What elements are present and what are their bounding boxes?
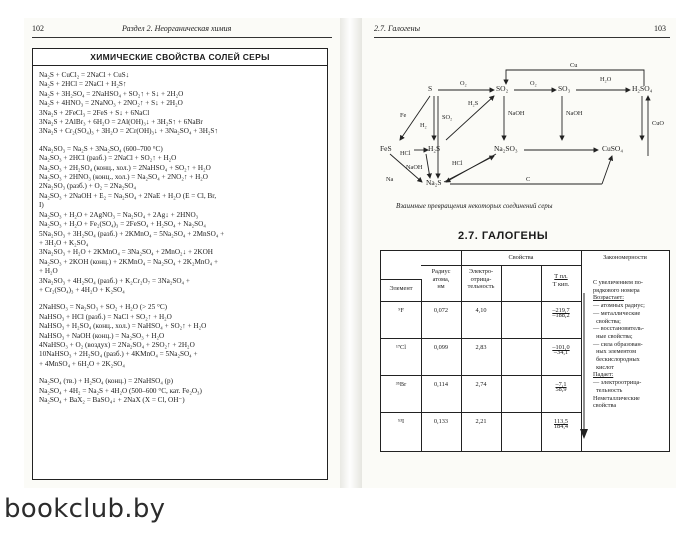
node-na2so3: Na₂SO₃ xyxy=(494,144,518,153)
label-hcl-a: HCl xyxy=(400,150,411,157)
pattern-line: Возрастает: xyxy=(593,294,624,302)
node-s: S xyxy=(428,84,433,93)
scheme-caption: Взаимные превращения некоторых соединений серы xyxy=(396,202,553,210)
pattern-line: бескислородных xyxy=(593,356,640,364)
sulfide-reactions xyxy=(39,71,323,137)
equation-line: 3Na₂S + Cr₂(SO₄)₃ + 3H₂O = 2Cr(OH)₃↓ + 3Na₂SO₄ + 3H₂S↑ xyxy=(39,127,218,136)
table-cell-radius: 0,072 xyxy=(433,307,449,314)
equation-line: 3Na₂S + 2AlBr₃ + 6H₂O = 2Al(OH)₃↓ + 3H₂S↑ + 6NaBr xyxy=(39,118,203,127)
table-cell-tb: 184,4 xyxy=(553,423,569,430)
equation-line: Na₂SO₃ + H₂O + 2AgNO₃ = Na₂SO₄ + 2Ag↓ + 2HNO₃ xyxy=(39,210,199,219)
page-number-right: 103 xyxy=(654,24,666,33)
table-cell-en: 4,10 xyxy=(475,307,487,314)
sulfite-reactions xyxy=(39,145,323,296)
label-naoh-c: NaOH xyxy=(406,164,423,171)
pattern-line: кислот xyxy=(593,363,614,371)
pattern-line: — восстановитель- xyxy=(593,325,644,333)
pattern-line: — электроотрица- xyxy=(593,379,642,387)
pattern-line: ные свойства; xyxy=(593,332,633,340)
table-cell-element: ⁵³I xyxy=(397,418,405,425)
equation-line: Na₂SO₄ (тв.) + H₂SO₄ (конц.) = 2NaHSO₄ (р) xyxy=(39,377,174,386)
node-cuso4: CuSO₄ xyxy=(602,144,623,153)
node-h2s: H₂S xyxy=(428,144,441,153)
label-fe: Fe xyxy=(400,112,407,119)
equation-line: + 4MnSO₄ + 6H₂O + 2K₂SO₄ xyxy=(39,359,125,368)
pattern-line: С увеличением по- xyxy=(593,279,643,286)
table-cell-tb: –34,1 xyxy=(553,349,569,356)
right-page xyxy=(362,18,676,488)
pattern-line: рядкового номера xyxy=(593,286,640,294)
equation-line: Na₂SO₃ + 2NaOH + E₂ = Na₂SO₄ + 2NaE + H₂O (E = Cl, Br, xyxy=(39,191,217,200)
equation-line: NaHSO₃ + HCl (разб.) = NaCl + SO₂↑ + H₂O xyxy=(39,312,172,321)
col-element: Элемент xyxy=(389,285,413,292)
equation-line: 4Na₂SO₃ = Na₂S + 3Na₂SO₄ (600–700 °C) xyxy=(39,144,163,153)
left-page xyxy=(24,18,340,488)
salt-properties-box xyxy=(32,48,328,480)
label-h2o: H₂O xyxy=(600,76,612,83)
label-cuo: CuO xyxy=(652,120,664,127)
equation-line: Na₂S + 3H₂SO₄ = 2NaHSO₄ + SO₂↑ + S↓ + 2H₂O xyxy=(39,89,184,98)
table-cell-radius: 0,133 xyxy=(433,418,449,425)
pattern-line: свойства; xyxy=(593,317,621,325)
header-properties: Свойства xyxy=(508,254,534,261)
equation-line: 3Na₂SO₃ + H₂O + 2KMnO₄ = 3Na₂SO₄ + 2MnO₂↓ + 2KOH xyxy=(39,248,213,257)
table-cell-element: ³⁵Br xyxy=(395,381,407,388)
table-cell-tb: 58,9 xyxy=(555,386,567,393)
table-cell-tb: –188,2 xyxy=(552,312,570,319)
equation-line: Na₂SO₃ + H₂O + Fe₂(SO₄)₃ = 2FeSO₄ + H₂SO₄ + Na₂SO₄ xyxy=(39,220,206,229)
pattern-line: — атомных радиус; xyxy=(593,302,645,310)
pattern-line: — металлические xyxy=(593,309,641,317)
equation-line: 3Na₂SO₃ + 4H₂SO₄ (разб.) + K₂Cr₂O₇ = 3Na₂SO₄ + xyxy=(39,276,190,285)
equation-line: 10NaHSO₃ + 2H₂SO₄ (разб.) + 4KMnO₄ = 5Na₂SO₄ + xyxy=(39,350,198,359)
label-na: Na xyxy=(386,176,394,183)
equation-list xyxy=(39,71,323,405)
patterns-text xyxy=(593,279,667,410)
equation-line: Na₂SO₃ + 2HCl (разб.) = 2NaCl + SO₂↑ + H₂O xyxy=(39,154,177,163)
page-number-left: 102 xyxy=(32,24,44,33)
table-cell-en: 2,83 xyxy=(475,344,487,351)
box-title: ХИМИЧЕСКИЕ СВОЙСТВА СОЛЕЙ СЕРЫ xyxy=(33,49,327,66)
col-radius: Радиус атома, нм xyxy=(431,268,451,291)
equation-line: + H₂O xyxy=(39,267,58,276)
table-cell-tm: 113,5 xyxy=(554,418,568,425)
equation-line: Na₂S + 4HNO₃ = 2NaNO₃ + 2NO₂↑ + S↓ + 2H₂O xyxy=(39,99,183,108)
equation-line: Na₂SO₃ + 2HNO₃ (конц., хол.) = Na₂SO₄ + 2NO₂↑ + H₂O xyxy=(39,173,208,182)
pattern-line: Падает: xyxy=(593,371,614,379)
equation-line: Na₂SO₃ + 2KOH (конц.) + 2KMnO₄ = Na₂SO₄ + 2K₂MnO₄ + xyxy=(39,257,218,266)
label-so2: SO₂ xyxy=(442,114,453,121)
label-o2-a: O₂ xyxy=(460,80,467,87)
node-fes: FeS xyxy=(380,144,392,153)
col-en: Электро- отрица- тельность xyxy=(467,268,495,291)
equation-line: + Cr₂(SO₄)₃ + 4H₂O + K₂SO₄ xyxy=(39,285,125,294)
equation-line: 4NaHSO₃ + O₂ (воздух) = 2Na₂SO₄ + 2SO₂↑ + 2H₂O xyxy=(39,340,195,349)
sulfate-reactions xyxy=(39,377,323,405)
halogens-table xyxy=(380,250,670,452)
table-cell-element: ¹⁷Cl xyxy=(395,344,407,351)
label-hcl-b: HCl xyxy=(452,160,463,167)
table-cell-en: 2,21 xyxy=(475,418,487,425)
pattern-line: ных элементом xyxy=(593,348,637,356)
equation-line: + 3H₂O + K₂SO₄ xyxy=(39,238,89,247)
running-head-right: 2.7. Галогены xyxy=(374,24,420,33)
node-na2s: Na₂S xyxy=(426,178,442,187)
table-cell-radius: 0,114 xyxy=(434,381,448,388)
table-cell-tm: –219,7 xyxy=(552,307,570,314)
equation-line: Na₂S + 2HCl = 2NaCl + H₂S↑ xyxy=(39,80,127,89)
head-rule-right xyxy=(374,37,670,38)
equation-line: 2NaHSO₃ = Na₂SO₃ + SO₂ + H₂O (> 25 °C) xyxy=(39,303,168,312)
table-cell-en: 2,74 xyxy=(475,381,487,388)
watermark-text: bookclub.by xyxy=(4,494,166,524)
equation-line: 3Na₂S + 2FeCl₃ = 2FeS + S↓ + 6NaCl xyxy=(39,108,150,117)
equation-line: Na₂S + CuCl₂ = 2NaCl + CuS↓ xyxy=(39,71,130,79)
head-rule-left xyxy=(32,37,332,38)
label-naoh-a: NaOH xyxy=(508,110,525,117)
label-c: C xyxy=(526,176,531,183)
equation-line: Na₂SO₃ + 2H₂SO₄ (конц., хол.) = 2NaHSO₄ + SO₂↑ + H₂O xyxy=(39,163,211,172)
node-so3: SO₃ xyxy=(558,84,571,93)
sulfur-scheme xyxy=(376,50,666,192)
header-patterns: Закономерности xyxy=(603,254,647,261)
equation-line: Na₂SO₄ + 4H₂ = Na₂S + 4H₂O (500–600 °C, кат. Fe₂O₃) xyxy=(39,386,202,395)
trend-arrow xyxy=(579,293,589,443)
col-temp: T пл. T кип. xyxy=(552,273,570,288)
table-cell-radius: 0,099 xyxy=(433,344,449,351)
equation-line: Na₂SO₄ + BaX₂ = BaSO₄↓ + 2NaX (X = Cl, OH⁻) xyxy=(39,396,185,404)
pattern-line: свойства xyxy=(593,402,617,410)
hydrosulfite-reactions xyxy=(39,303,323,369)
equation-line: 2Na₂SO₃ (разб.) + O₂ = 2Na₂SO₄ xyxy=(39,182,136,191)
section-title: 2.7. ГАЛОГЕНЫ xyxy=(458,230,549,242)
equation-line: NaHSO₃ + NaOH (конц.) = Na₂SO₃ + H₂O xyxy=(39,331,165,340)
equation-line: I) xyxy=(39,201,44,210)
node-so2: SO₂ xyxy=(496,84,509,93)
book-spine xyxy=(340,18,362,488)
label-h2: H₂ xyxy=(420,122,427,129)
label-o2-b: O₂ xyxy=(530,80,537,87)
table-cell-element: ⁹F xyxy=(398,307,404,314)
label-cu: Cu xyxy=(570,62,578,69)
label-naoh-b: NaOH xyxy=(566,110,583,117)
table-cell-tm: –101,0 xyxy=(552,344,570,351)
running-head-left: Раздел 2. Неорганическая химия xyxy=(122,24,232,33)
equation-line: NaHSO₃ + H₂SO₄ (конц., хол.) = NaHSO₄ + SO₂↑ + H₂O xyxy=(39,322,207,331)
node-h2so4: H₂SO₄ xyxy=(632,84,653,93)
pattern-line: — сила образован- xyxy=(593,340,643,348)
pattern-line: Неметаллические xyxy=(593,394,640,402)
pattern-line: тельность xyxy=(593,386,623,394)
table-cell-tm: –7,1 xyxy=(555,381,567,388)
equation-line: 5Na₂SO₃ + 3H₂SO₄ (разб.) + 2KMnO₄ = 5Na₂SO₄ + 2MnSO₄ + xyxy=(39,229,225,238)
label-h2s: H₂S xyxy=(468,100,479,107)
